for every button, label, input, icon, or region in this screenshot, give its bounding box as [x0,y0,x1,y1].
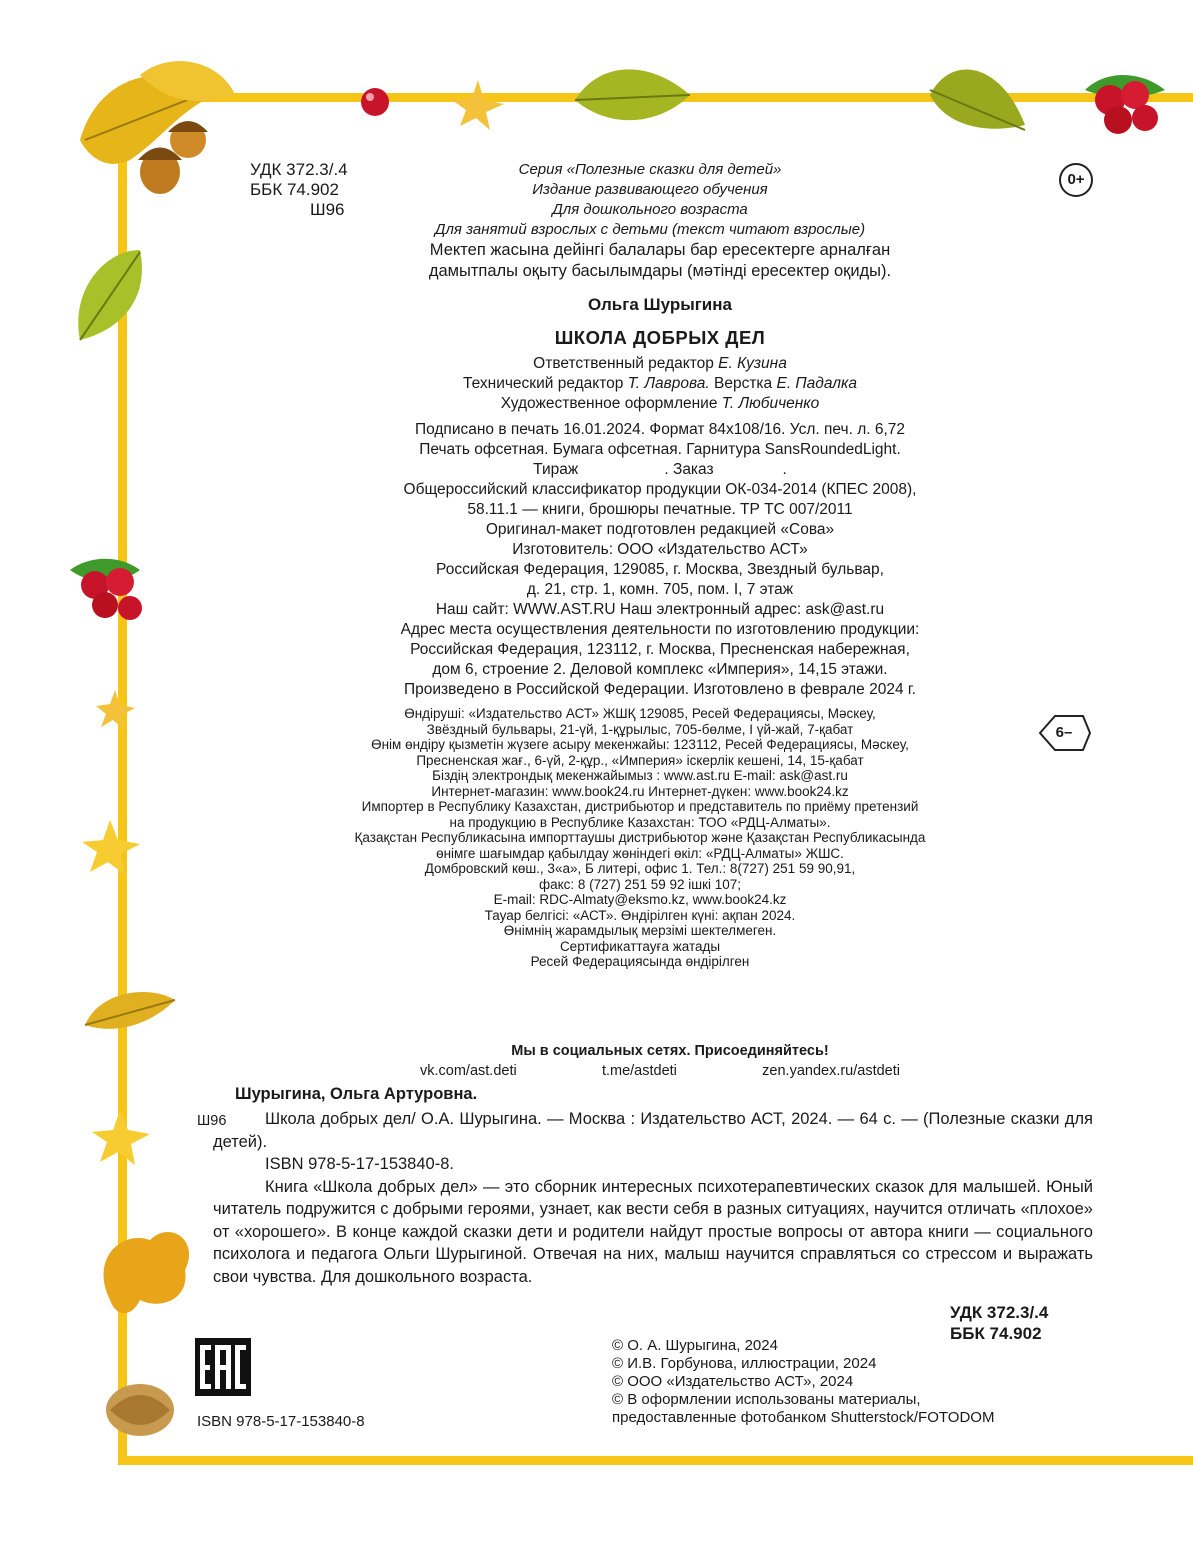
kazakh-imprint-block [240,706,1040,970]
star-icon [96,690,135,730]
star-icon [92,1110,150,1165]
book-title: ШКОЛА ДОБРЫХ ДЕЛ [554,327,766,348]
copyright-line: © О. А. Шурыгина, 2024 [612,1337,778,1354]
kz-line: Домбровский көш., 3«а», Б литері, офис 1. Тел.: 8(727) 251 59 90,91, [424,861,856,876]
social-link-telegram[interactable]: t.me/astdeti [601,1063,677,1079]
cranberry-cluster-icon [1085,75,1165,134]
imprint-line: Изготовитель: ООО «Издательство АСТ» [512,541,808,558]
kz-line: E-mail: RDC-Almaty@eksmo.kz, www.book24.kz [493,892,787,907]
pine-cone-icon [106,1384,174,1436]
series-info [370,160,930,240]
kz-line: Өнім өндіру қызметін жүзеге асыру мекенжайы: 123112, Ресей Федерациясы, Мәскеу, [371,737,909,752]
copyright-line: © ООО «Издательство АСТ», 2024 [612,1373,854,1390]
classification-codes [250,160,348,220]
editors-credits [300,354,1020,414]
imprint-block [290,420,1030,700]
isbn-bottom: ISBN 978-5-17-153840-8 [197,1413,365,1430]
art-design: Художественное оформление Т. Любиченко [500,395,820,412]
series-line: Для дошкольного возраста [552,201,748,218]
bbk-code: ББК 74.902 [250,180,339,199]
kz-line: өнімге шағымдар қабылдау жөніндегі өкіл: «РДЦ-Алматы» ЖШС. [436,845,844,861]
imprint-line: Подписано в печать 16.01.2024. Формат 84x108/16. Усл. печ. л. 6,72 [414,421,906,438]
leaf-icon [930,70,1025,130]
social-link-vk[interactable]: vk.com/ast.deti [420,1063,517,1079]
kz-line: Пресненская жағ., 6-үй, 2-құр., «Империя» іскерлік кешені, 14, 15-қабат [416,752,864,768]
imprint-line: Российская Федерация, 129085, г. Москва, Звездный бульвар, [436,561,884,578]
age-rating-badge: 0+ [1067,171,1085,188]
kz-line: Тауар белгісі: «АСТ». Өндірілген күні: ақпан 2024. [484,907,796,923]
berry-icon [361,88,389,116]
imprint-line: Адрес места осуществления деятельности по изготовлению продукции: [400,621,920,638]
eac-certification-icon [195,1338,251,1396]
imprint-line: 58.11.1 — книги, брошюры печатные. ТР ТС 007/2011 [467,501,853,518]
kz-line: Звёздный бульвары, 21-үй, 1-құрылыс, 705-бөлме, I үй-жай, 7-қабат [426,721,854,737]
bibliographic-code: Ш96 [197,1113,227,1129]
imprint-line: Произведено в Российской Федерации. Изготовлено в феврале 2024 г. [404,681,916,698]
imprint-line: Оригинал-макет подготовлен редакцией «Сова» [485,521,835,538]
copyright-block [612,1337,994,1427]
udk-code: УДК 372.3/.4 [250,160,348,179]
star-icon [82,820,140,875]
bib-annotation: Книга «Школа добрых дел» — это сборник интересных психотерапевтических сказок для малышей. Юный читатель подружится с добрыми героями, узнает, как вести себя в разных ситуациях, научится отличать «плохое» от «хорошего». В конце каждой сказки дети и родители найдут простые вопросы от автора книги — социального психолога и педагога Ольги Шурыгиной. Отвечая на них, малыш научится справляться со стрессом и выражать свои чувства. Для дошкольного возраста. [213,1177,1093,1286]
series-line: Для занятий взрослых с детьми (текст читают взрослые) [434,221,866,238]
star-icon [452,80,504,130]
bib-isbn: ISBN 978-5-17-153840-8. [265,1155,454,1173]
leaf-icon [575,69,690,120]
maple-leaf-icon [104,1232,190,1313]
kz-age-note [340,240,980,282]
cranberry-cluster-icon [70,559,142,620]
author-sign: Ш96 [310,200,345,219]
bbk-code: ББК 74.902 [950,1324,1042,1343]
kz-age-line: дамытпалы оқыту басылымдары (мәтіндi ересектер оқиды). [428,262,892,280]
responsible-editor: Ответственный редактор Е. Кузина [533,355,787,372]
kz-line: Біздің электрондық мекенжайымыз : www.ast.ru E-mail: ask@ast.ru [432,768,848,783]
social-links [420,1063,900,1079]
imprint-line: Общероссийский классификатор продукции ОК-034-2014 (КПЕС 2008), [403,481,917,498]
udk-code: УДК 372.3/.4 [950,1303,1049,1322]
bibliographic-description [213,1108,1093,1288]
series-line: Издание развивающего обучения [532,181,768,198]
bibliographic-author: Шурыгина, Ольга Артуровна. [235,1085,478,1103]
copyright-line: © И.В. Горбунова, иллюстрации, 2024 [612,1355,877,1372]
series-line: Серия «Полезные сказки для детей» [518,161,782,178]
kz-line: Интернет-магазин: www.book24.ru Интернет-дүкен: www.book24.kz [431,783,849,799]
copyright-line: предоставленные фотобанком Shutterstock/FOTODOM [612,1409,995,1426]
leaf-icon [85,992,175,1029]
age-rating-kz-badge: 6– [1055,724,1073,741]
kz-line: факс: 8 (727) 251 59 92 ішкі 107; [538,876,742,892]
kz-line: на продукцию в Республике Казахстан: ТОО «РДЦ-Алматы». [449,814,831,830]
imprint-line: Тираж . Заказ . [533,461,787,478]
copyright-line: © В оформлении использованы материалы, [612,1391,921,1408]
imprint-line: Российская Федерация, 123112, г. Москва, Пресненская набережная, [410,641,910,658]
imprint-line: д. 21, стр. 1, комн. 705, пом. I, 7 этаж [526,581,794,598]
kz-line: Өнімнің жарамдылық мерзімі шектелмеген. [503,923,777,938]
kz-line: Сертификаттауға жатады [559,938,721,954]
social-link-zen[interactable]: zen.yandex.ru/astdeti [762,1063,900,1079]
leaf-icon [78,250,142,340]
kz-age-line: Мектеп жасына дейiнгi балалары бар ересектерге арналған [429,241,891,259]
imprint-line: Наш сайт: WWW.AST.RU Наш электронный адрес: ask@ast.ru [435,601,885,618]
social-heading: Мы в социальных сетях. Присоединяйтесь! [511,1043,829,1059]
kz-line: Импортер в Республику Казахстан, дистрибьютор и представитель по приёму претензий [361,799,919,814]
imprint-line: дом 6, строение 2. Деловой комплекс «Империя», 14,15 этажи. [432,661,888,678]
kz-line: Ресей Федерациясында өндірілген [530,954,750,969]
bib-paragraph: Школа добрых дел/ О.А. Шурыгина. — Москва : Издательство АСТ, 2024. — 64 с. — (Полезные сказки для детей). [213,1110,1093,1151]
imprint-line: Печать офсетная. Бумага офсетная. Гарнитура SansRoundedLight. [419,441,901,458]
kz-line: Өндiрушi: «Издательство АСТ» ЖШҚ 129085, Ресей Федерациясы, Мәскеу, [404,706,876,721]
technical-editor: Технический редактор Т. Лаврова. Верстка Е. Падалка [463,375,857,392]
kz-line: Қазақстан Республикасына импорттаушы дистрибьютор және Қазақстан Республикасында [354,830,926,845]
book-author: Ольга Шурыгина [588,295,732,314]
